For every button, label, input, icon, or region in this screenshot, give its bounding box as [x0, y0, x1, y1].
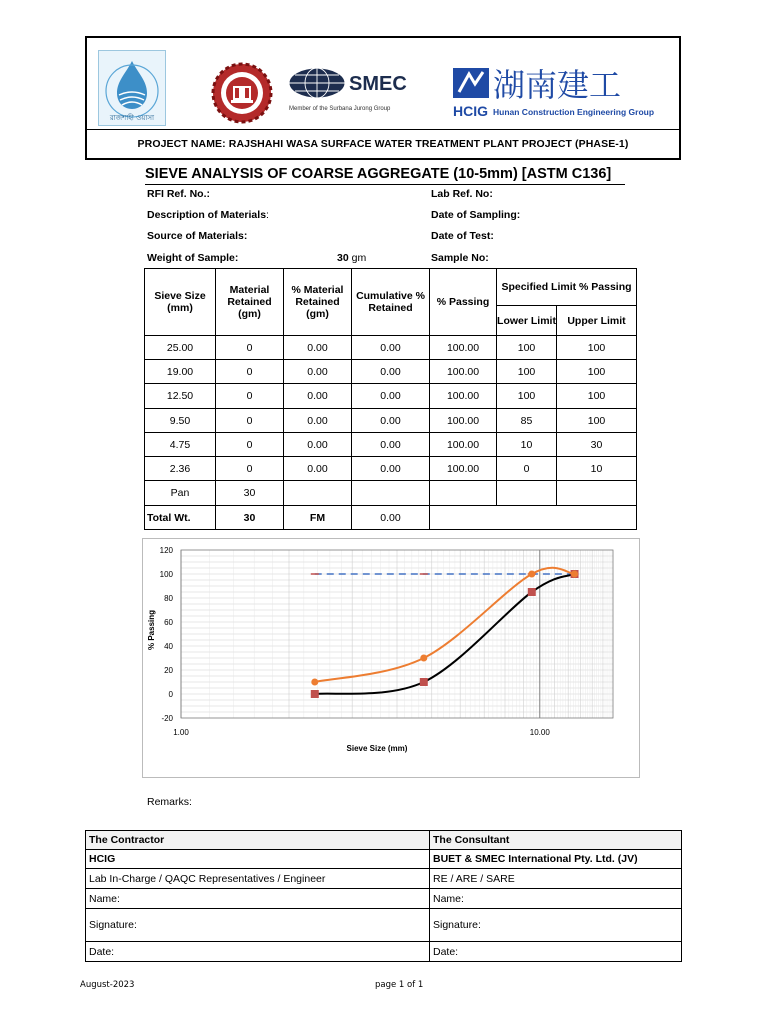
- cell-cum: 0.00: [352, 384, 430, 409]
- weight-label: Weight of Sample:: [147, 252, 239, 264]
- description-row: [147, 209, 269, 221]
- sieve-table: [144, 268, 637, 530]
- chart-svg: [143, 539, 639, 777]
- y-tick-label: 40: [164, 642, 173, 651]
- cell-pct: 0.00: [284, 360, 352, 384]
- smec-tagline: Member of the Surbana Jurong Group: [289, 106, 391, 112]
- cell-passing: 100.00: [430, 336, 497, 360]
- cell-lower: 100: [497, 360, 557, 384]
- consultant-name: BUET & SMEC International Pty. Ltd. (JV): [430, 850, 682, 869]
- grading-chart: [142, 538, 640, 778]
- cell-retained: 0: [216, 336, 284, 360]
- cell-sieve: 25.00: [145, 336, 216, 360]
- series-marker-square: [528, 588, 536, 596]
- remarks-label: Remarks:: [147, 796, 192, 808]
- cell-upper: 30: [557, 433, 637, 457]
- cell-sieve: 12.50: [145, 384, 216, 409]
- cell-cum: 0.00: [352, 336, 430, 360]
- y-tick-label: 60: [164, 618, 173, 627]
- table-row: [145, 409, 637, 433]
- y-tick-label: -20: [161, 714, 173, 723]
- y-tick-label: 120: [159, 546, 173, 555]
- cell-retained: 30: [216, 481, 284, 506]
- consultant-name-field: Name:: [430, 889, 682, 909]
- hcig-full-name: Hunan Construction Engineering Group: [493, 107, 655, 117]
- cell-pct: 0.00: [284, 433, 352, 457]
- header-material-retained: Material Retained (gm): [216, 269, 284, 336]
- date-sampling-label: Date of Sampling:: [431, 209, 521, 221]
- hcig-chinese: 湖南建工: [493, 66, 622, 104]
- total-row: [145, 506, 637, 530]
- cell-pct: 0.00: [284, 336, 352, 360]
- contractor-name: HCIG: [86, 850, 430, 869]
- table-row: [145, 336, 637, 360]
- y-tick-label: 100: [159, 570, 173, 579]
- table-row: [145, 457, 637, 481]
- cell-sieve: 4.75: [145, 433, 216, 457]
- chart-series: [311, 568, 579, 698]
- cell-upper: 100: [557, 336, 637, 360]
- cell-upper: 100: [557, 360, 637, 384]
- cell-passing: [430, 481, 497, 506]
- cell-upper: [557, 481, 637, 506]
- cell-sieve: 19.00: [145, 360, 216, 384]
- fm-label: FM: [284, 506, 352, 530]
- total-empty-cell: [430, 506, 637, 530]
- source-label: Source of Materials:: [147, 230, 248, 242]
- total-value: 30: [216, 506, 284, 530]
- contractor-header: The Contractor: [86, 831, 430, 850]
- smec-name: SMEC: [349, 73, 407, 95]
- y-tick-label: 20: [164, 666, 173, 675]
- contractor-signature-field: Signature:: [86, 909, 430, 942]
- series-marker-circle: [311, 679, 318, 686]
- footer-page: page 1 of 1: [375, 980, 424, 990]
- cell-upper: 100: [557, 384, 637, 409]
- consultant-signature-field: Signature:: [430, 909, 682, 942]
- series-marker-circle: [528, 571, 535, 578]
- chart-labels: [147, 546, 550, 753]
- header-sieve-size: Sieve Size (mm): [145, 269, 216, 336]
- description-label: Description of Materials: [147, 209, 267, 221]
- series-line: [315, 568, 575, 682]
- cell-lower: 10: [497, 433, 557, 457]
- hcig-logo: [453, 64, 669, 124]
- header-pct-passing: % Passing: [430, 269, 497, 336]
- table-row: [145, 384, 637, 409]
- cell-retained: 0: [216, 384, 284, 409]
- cell-passing: 100.00: [430, 433, 497, 457]
- hcig-abbr: HCIG: [453, 103, 488, 119]
- cell-pct: 0.00: [284, 384, 352, 409]
- contractor-role: Lab In-Charge / QAQC Representatives / Engineer: [86, 869, 430, 889]
- cell-cum: [352, 481, 430, 506]
- weight-value: 30: [337, 252, 349, 264]
- header-pct-material-retained: % Material Retained (gm): [284, 269, 352, 336]
- table-row: [145, 360, 637, 384]
- table-row: [145, 433, 637, 457]
- cell-passing: 100.00: [430, 360, 497, 384]
- consultant-date-field: Date:: [430, 942, 682, 962]
- cell-pct: 0.00: [284, 409, 352, 433]
- cell-cum: 0.00: [352, 360, 430, 384]
- cell-retained: 0: [216, 409, 284, 433]
- description-colon: :: [266, 209, 269, 221]
- project-name: PROJECT NAME: RAJSHAHI WASA SURFACE WATER TREATMENT PLANT PROJECT (PHASE-1): [137, 138, 629, 150]
- y-tick-label: 80: [164, 594, 173, 603]
- fm-value: 0.00: [352, 506, 430, 530]
- cell-retained: 0: [216, 457, 284, 481]
- consultant-role: RE / ARE / SARE: [430, 869, 682, 889]
- signature-table: [85, 830, 682, 962]
- cell-sieve: 2.36: [145, 457, 216, 481]
- gear-seal-logo: [211, 62, 273, 124]
- cell-upper: 100: [557, 409, 637, 433]
- header-lower-limit: Lower Limit: [497, 306, 557, 336]
- cell-sieve: 9.50: [145, 409, 216, 433]
- cell-lower: 100: [497, 384, 557, 409]
- weight-unit: gm: [351, 252, 367, 264]
- footer-date: August-2023: [80, 980, 135, 990]
- header-divider: [87, 129, 679, 130]
- cell-lower: [497, 481, 557, 506]
- cell-cum: 0.00: [352, 409, 430, 433]
- header-box: [85, 36, 681, 160]
- sample-no-label: Sample No:: [431, 252, 489, 264]
- series-marker-circle: [420, 655, 427, 662]
- cell-retained: 0: [216, 360, 284, 384]
- cell-lower: 0: [497, 457, 557, 481]
- y-axis-label: % Passing: [147, 609, 156, 651]
- report-title: SIEVE ANALYSIS OF COARSE AGGREGATE (10-5mm) [ASTM C136]: [145, 166, 612, 182]
- consultant-header: The Consultant: [430, 831, 682, 850]
- contractor-name-field: Name:: [86, 889, 430, 909]
- cell-pct: 0.00: [284, 457, 352, 481]
- smec-logo: [287, 64, 417, 116]
- cell-passing: 100.00: [430, 457, 497, 481]
- cell-retained: 0: [216, 433, 284, 457]
- cell-pct: [284, 481, 352, 506]
- cell-lower: 85: [497, 409, 557, 433]
- cell-lower: 100: [497, 336, 557, 360]
- date-test-label: Date of Test:: [431, 230, 494, 242]
- chart-grid: [181, 550, 613, 718]
- lab-ref-label: Lab Ref. No:: [431, 188, 493, 200]
- rfi-ref-label: RFI Ref. No.:: [147, 188, 210, 200]
- cell-upper: 10: [557, 457, 637, 481]
- title-underline: [145, 184, 625, 185]
- header-specified-limit: Specified Limit % Passing: [497, 269, 637, 306]
- x-axis-label: Sieve Size (mm): [346, 744, 408, 753]
- cell-cum: 0.00: [352, 457, 430, 481]
- weight-value-group: [337, 252, 366, 264]
- series-marker-square: [311, 690, 319, 698]
- wasa-logo-text: রাজশাহী ওয়াসা: [109, 114, 155, 122]
- x-tick-label: 10.00: [529, 728, 550, 737]
- cell-sieve: Pan: [145, 481, 216, 506]
- header-cumulative-retained: Cumulative % Retained: [352, 269, 430, 336]
- cell-passing: 100.00: [430, 384, 497, 409]
- cell-passing: 100.00: [430, 409, 497, 433]
- contractor-date-field: Date:: [86, 942, 430, 962]
- y-tick-label: 0: [168, 690, 173, 699]
- x-tick-label: 1.00: [173, 728, 189, 737]
- series-marker-circle: [571, 571, 578, 578]
- header-upper-limit: Upper Limit: [557, 306, 637, 336]
- water-drop-logo: [98, 50, 166, 126]
- series-marker-square: [420, 678, 428, 686]
- table-row-pan: [145, 481, 637, 506]
- cell-cum: 0.00: [352, 433, 430, 457]
- total-label: Total Wt.: [145, 506, 216, 530]
